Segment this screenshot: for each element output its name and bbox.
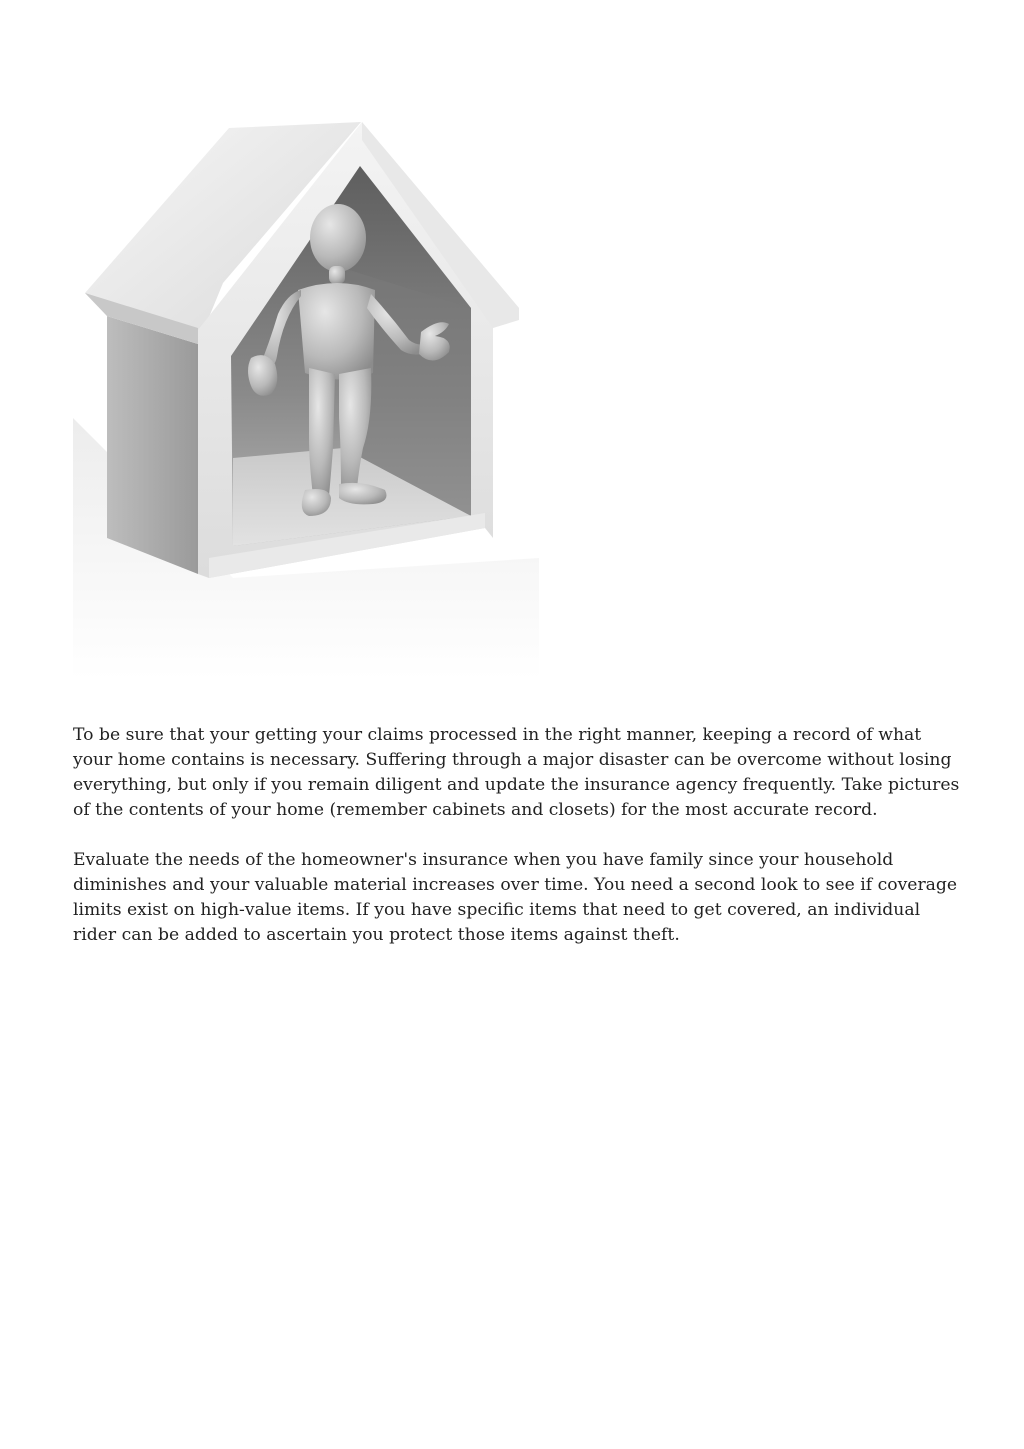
paragraph-2: Evaluate the needs of the homeowner's insurance when you have family since your household diminishes and your valuable material increases over time. You need a second look to see if coverage limits exist on high-value items. If you have specific items that need to get covered, an individual rider can be added to ascertain you protect those items against theft. bbox=[73, 850, 958, 945]
house-with-figure-illustration bbox=[73, 118, 539, 680]
paragraph-1: To be sure that your getting your claims processed in the right manner, keeping a record of what your home contains is necessary. Suffering through a major disaster can be overcome without losing everything, but only if you remain diligent and update the insurance agency frequently. Take pictures of the contents of your home (remember cabinets and closets) for the most accurate record. bbox=[73, 725, 960, 820]
body-text bbox=[73, 723, 963, 973]
